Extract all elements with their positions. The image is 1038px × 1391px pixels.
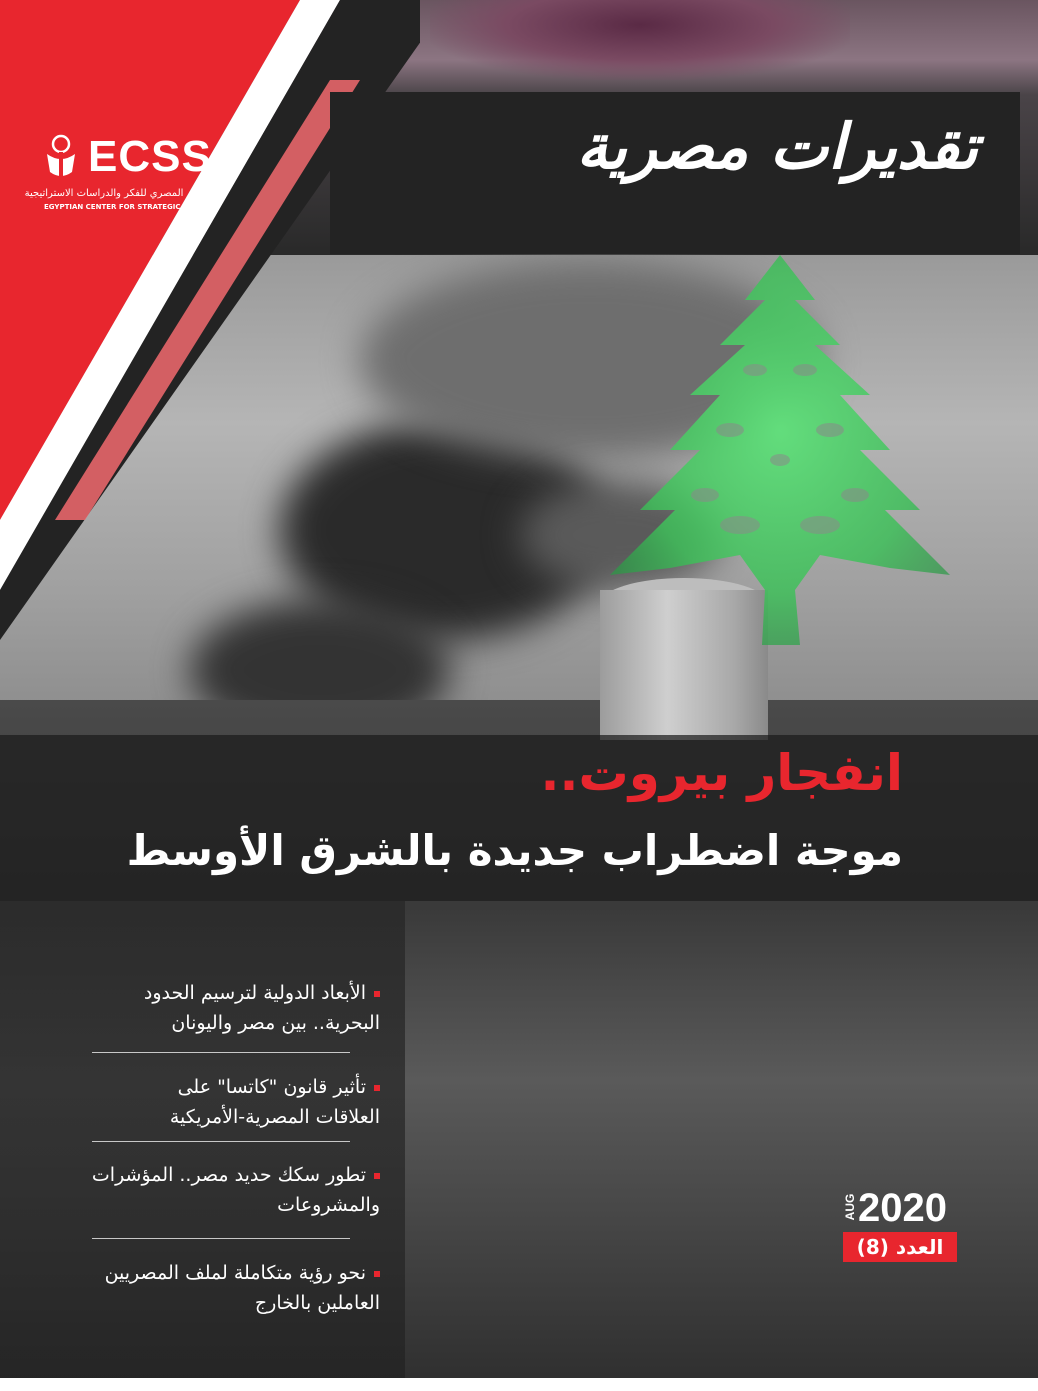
bullet-icon [374, 991, 380, 997]
article-item: الأبعاد الدولية لترسيم الحدود البحرية.. بين مصر واليونان [143, 982, 380, 1034]
divider [92, 1052, 350, 1053]
logo-subtitle-en: EGYPTIAN CENTER FOR STRATEGIC STUDIES [44, 203, 217, 211]
article-item: تطور سكك حديد مصر.. المؤشرات والمشروعات [91, 1164, 380, 1216]
ecss-logo [24, 128, 220, 218]
issue-number: العدد (8) [843, 1232, 957, 1262]
issue-year: 2020 [858, 1186, 947, 1230]
bullet-icon [374, 1085, 380, 1091]
logo-subtitle-ar: المركز المصري للفكر والدراسات الاستراتيجية [24, 188, 214, 199]
logo-name: ECSS [88, 132, 212, 181]
divider [92, 1238, 350, 1239]
article-item: نحو رؤية متكاملة لملف المصريين العاملين بالخارج [104, 1262, 380, 1314]
cedar-tree-icon [590, 250, 970, 670]
divider [92, 1141, 350, 1142]
ecss-logo-icon [44, 134, 78, 180]
bottom-margin [0, 1378, 1038, 1391]
pink-smoke [430, 0, 850, 80]
headline: انفجار بيروت.. [540, 744, 903, 802]
magazine-title: تقديرات مصرية [576, 110, 978, 183]
bullet-icon [374, 1173, 380, 1179]
issue-month: AUG [843, 1193, 857, 1221]
subheadline: موجة اضطراب جديدة بالشرق الأوسط [126, 826, 903, 875]
article-item: تأثير قانون "كاتسا" على العلاقات المصرية-الأمريكية [169, 1076, 380, 1128]
bullet-icon [374, 1271, 380, 1277]
